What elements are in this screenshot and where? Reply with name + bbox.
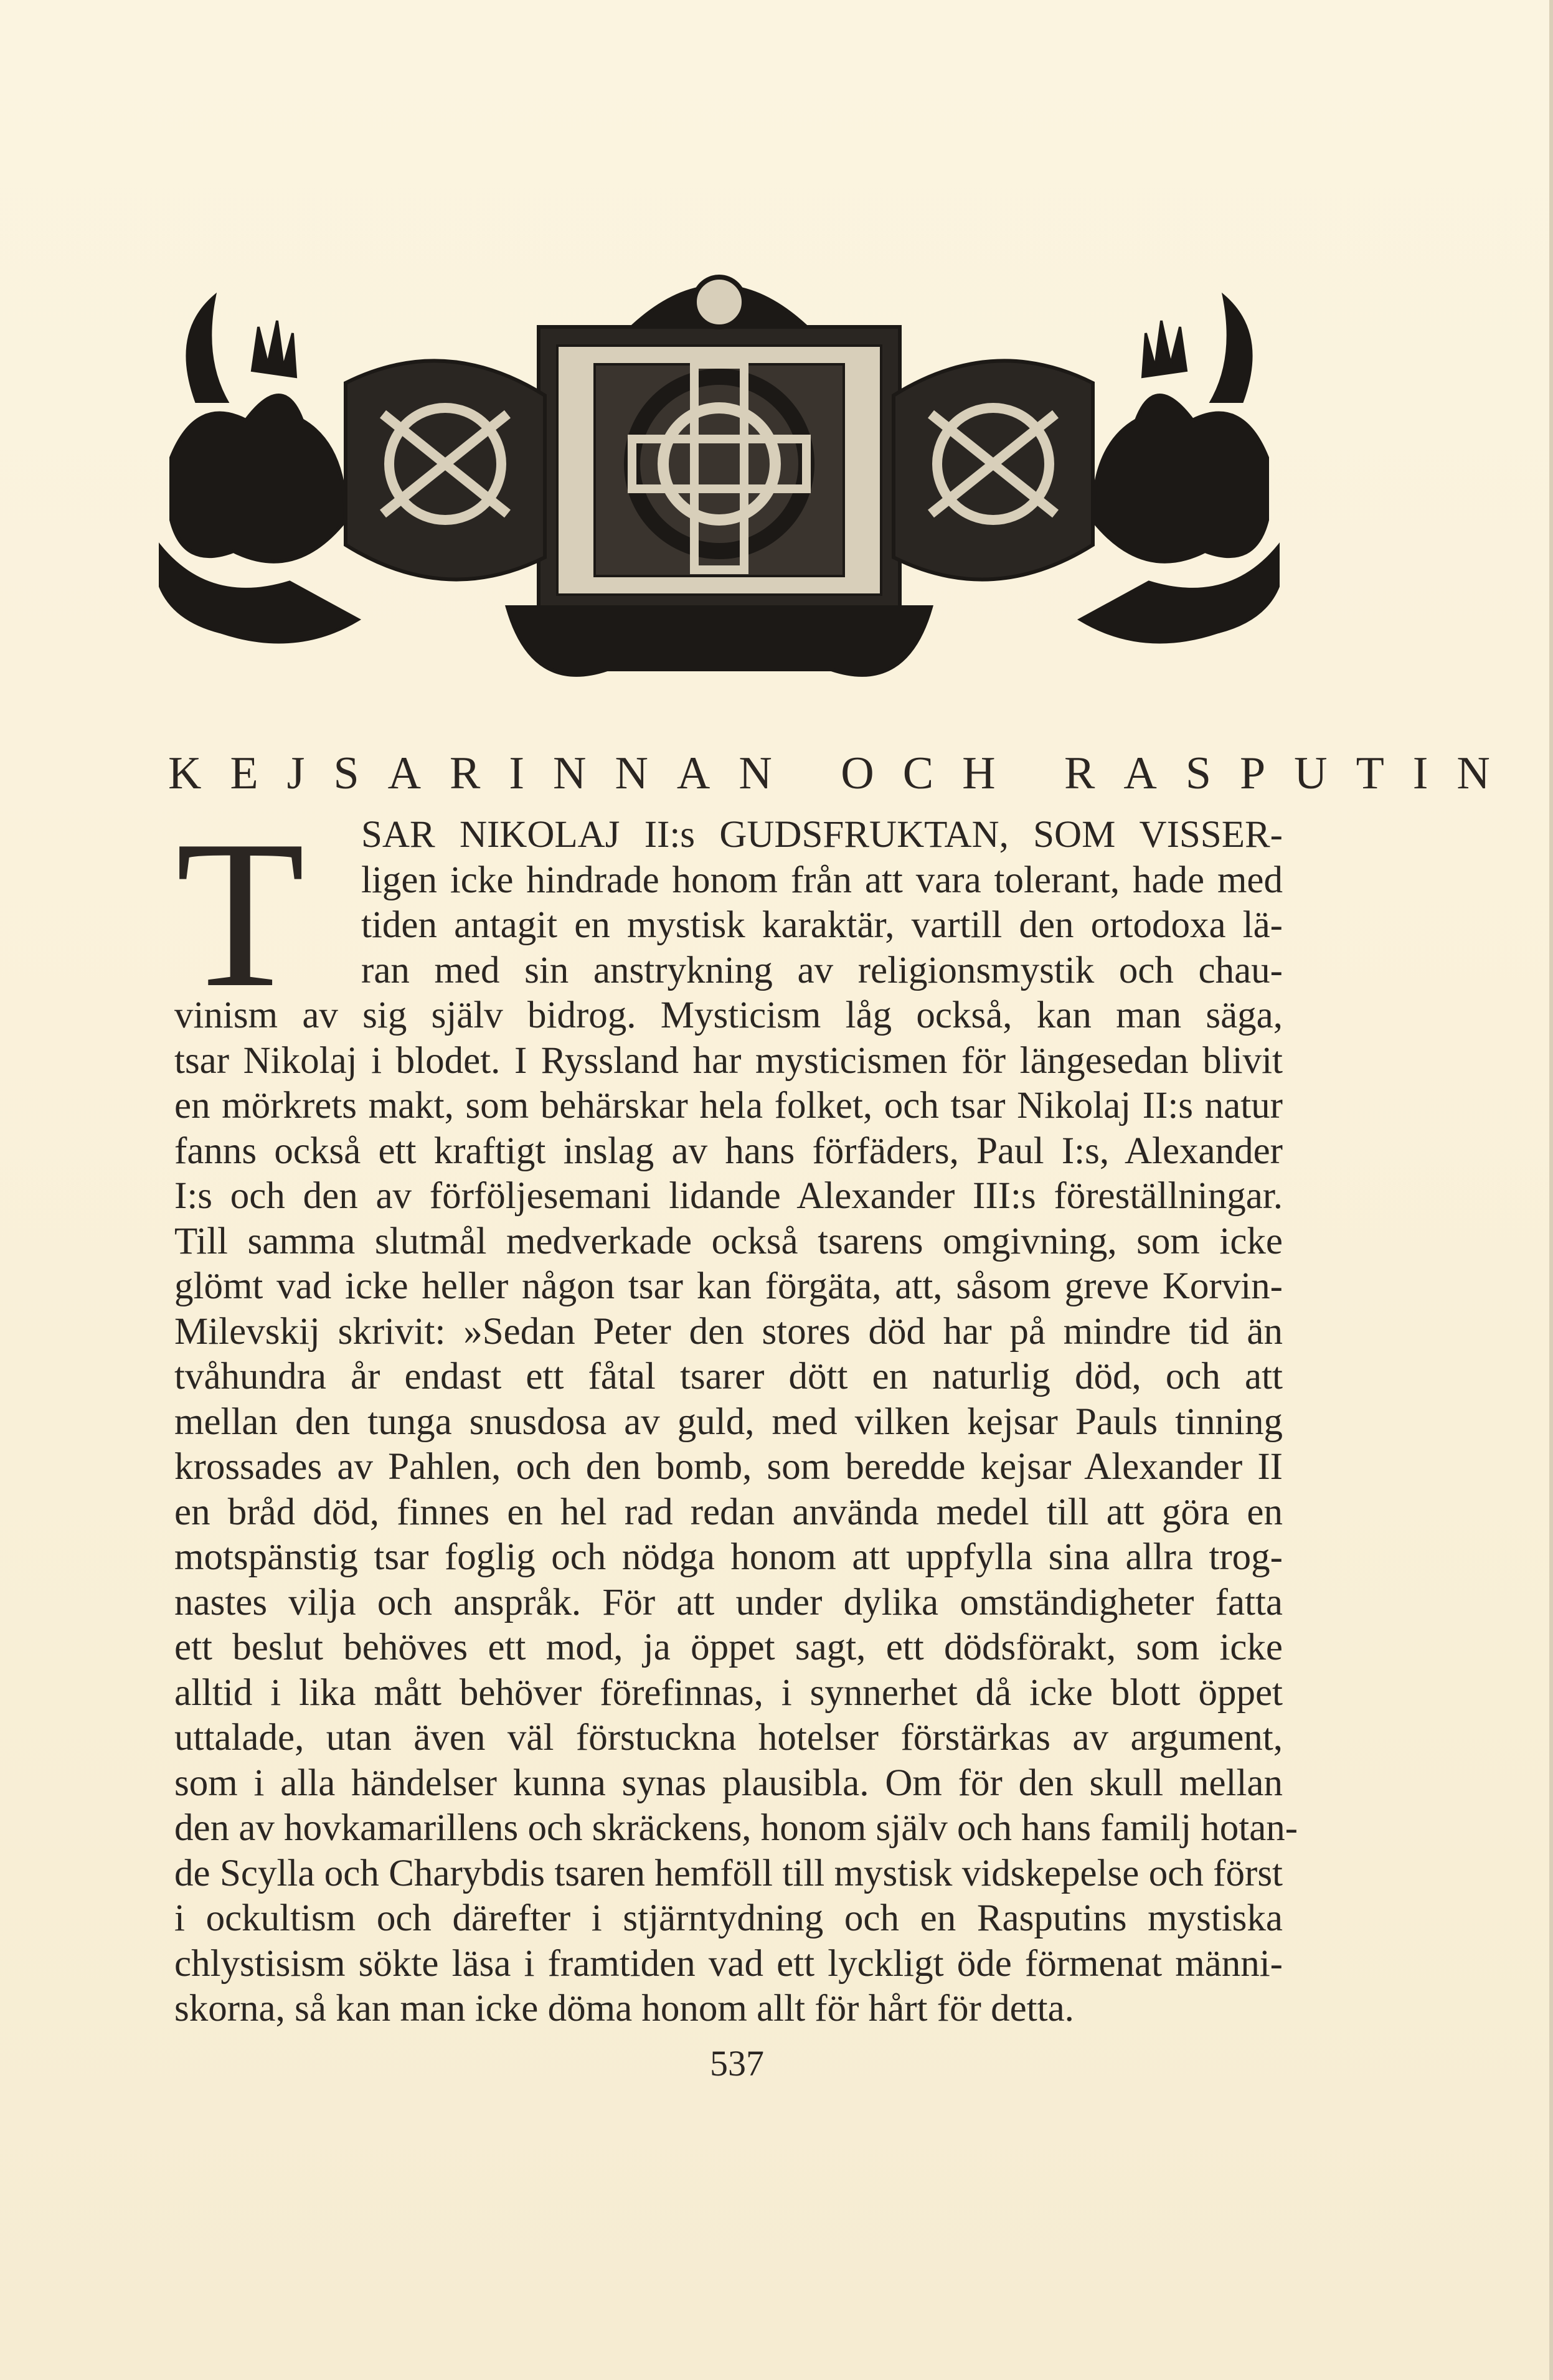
text-line: fanns också ett kraftigt inslag av hans förfäders, Paul I:s, Alexander [174, 1130, 1283, 1172]
text-line: krossades av Pahlen, och den bomb, som beredde kejsar Alexander II [174, 1446, 1283, 1488]
text-line: en bråd död, finnes en hel rad redan använda medel till att göra en [174, 1491, 1283, 1533]
text-line: skorna, så kan man icke döma honom allt för hårt för detta. [174, 1988, 1074, 2029]
text-line: ran med sin anstrykning av religionsmystik och chau- [361, 949, 1283, 991]
text-line: den av hovkamarillens och skräckens, honom själv och hans familj hotan- [174, 1807, 1298, 1849]
text-line: SAR NIKOLAJ II:s GUDSFRUKTAN, SOM VISSER- [361, 814, 1283, 856]
celtic-knotwork-headpiece-icon [159, 258, 1280, 694]
text-line: ett beslut behöves ett mod, ja öppet sagt, ett dödsförakt, som icke [174, 1627, 1283, 1668]
chapter-heading: KEJSARINNAN OCH RASPUTIN [168, 748, 1519, 799]
text-line: ligen icke hindrade honom från att vara tolerant, hade med [361, 859, 1283, 901]
text-line: tiden antagit en mystisk karaktär, vartill den ortodoxa lä- [361, 904, 1283, 946]
text-line: som i alla händelser kunna synas plausibla. Om för den skull mellan [174, 1762, 1283, 1804]
text-line: I:s och den av förföljesemani lidande Alexander III:s föreställningar. [174, 1175, 1283, 1217]
text-line: tvåhundra år endast ett fåtal tsarer dött en naturlig död, och att [174, 1356, 1283, 1397]
text-line: Milevskij skrivit: »Sedan Peter den stores död har på mindre tid än [174, 1310, 1283, 1353]
text-line: uttalade, utan även väl förstuckna hotelser förstärkas av argument, [174, 1717, 1283, 1759]
text-line: nastes vilja och anspråk. För att under dylika omständigheter fatta [174, 1581, 1283, 1623]
text-line: alltid i lika mått behöver förefinnas, i synnerhet då icke blott öppet [174, 1671, 1283, 1714]
text-line: de Scylla och Charybdis tsaren hemföll till mystisk vidskepelse och först [174, 1852, 1283, 1894]
text-line: tsar Nikolaj i blodet. I Ryssland har mysticismen för längesedan blivit [174, 1039, 1283, 1082]
page-number: 537 [710, 2043, 764, 2084]
body-paragraph [174, 796, 1298, 2032]
drop-cap: T [176, 796, 305, 1031]
text-line: en mörkrets makt, som behärskar hela folket, och tsar Nikolaj II:s natur [174, 1085, 1283, 1126]
text-line: mellan den tunga snusdosa av guld, med vilken kejsar Pauls tinning [174, 1400, 1283, 1443]
text-line: i ockultism och därefter i stjärntydning och en Rasputins mystiska [174, 1897, 1283, 1939]
text-line: motspänstig tsar foglig och nödga honom att uppfylla sina allra trog- [174, 1536, 1283, 1578]
text-line: chlystisism sökte läsa i framtiden vad ett lyckligt öde förmenat männi- [174, 1942, 1283, 1985]
text-line: Till samma slutmål medverkade också tsarens omgivning, som icke [174, 1220, 1283, 1262]
text-line: glömt vad icke heller någon tsar kan förgäta, att, såsom greve Korvin- [174, 1265, 1283, 1307]
text-line: vinism av sig själv bidrog. Mysticism låg också, kan man säga, [174, 994, 1283, 1036]
